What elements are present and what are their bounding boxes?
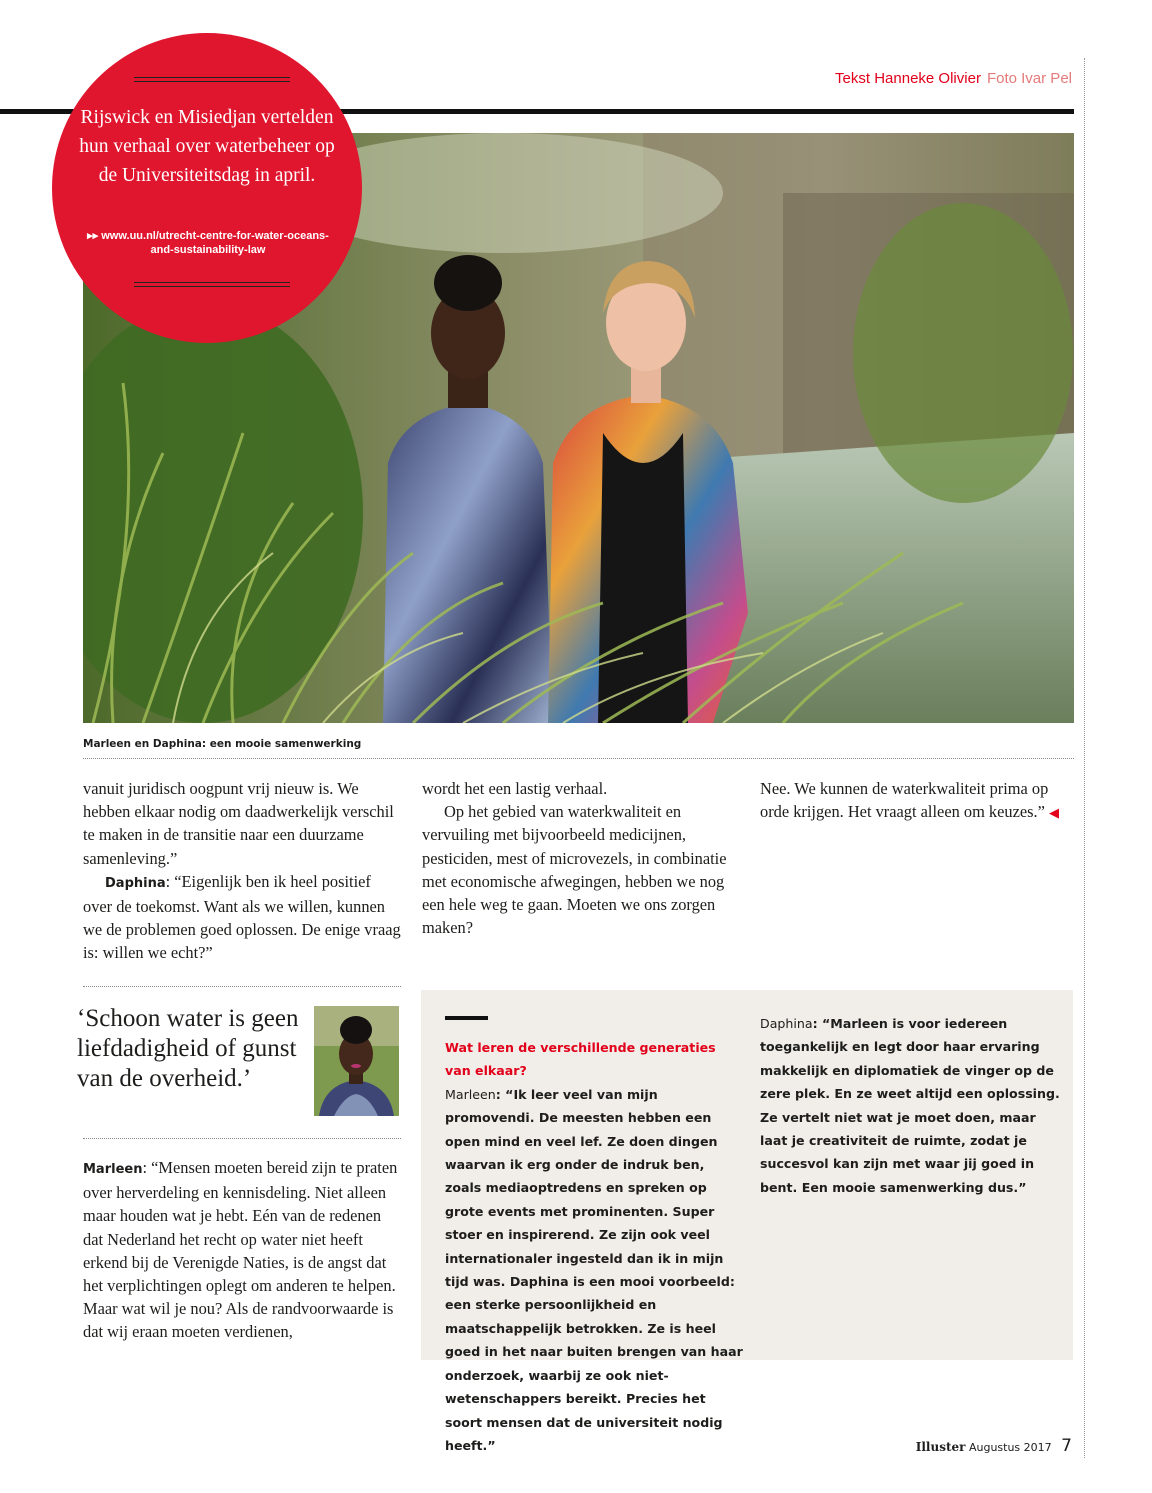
column2-paragraph-2: Op het gebied van waterkwaliteit en vervuiling met bijvoorbeeld medicijnen, pesticiden, mest of microvezels, in combinatie met economische afwegingen, hebben we nog een hele weg te gaan. Moeten we ons zorgen maken? — [422, 802, 727, 938]
body-column-4 — [83, 1156, 401, 1344]
page-footer — [916, 1436, 1072, 1456]
sidebar-dash — [445, 1016, 488, 1020]
portrait-daphina — [314, 1006, 399, 1116]
pull-quote: ‘Schoon water is geen liefdadigheid of gunst van de overheid.’ — [77, 1005, 299, 1092]
sidebar-daphina-name: Daphina — [760, 1016, 813, 1031]
callout-quote: Rijswick en Misiedjan vertelden hun verhaal over waterbeheer op de Universiteitsdag in april. — [79, 107, 335, 186]
column1-paragraph-2 — [83, 870, 401, 965]
sidebar-daphina-text: : “Marleen is voor iedereen toegankelijk en legt door haar ervaring makkelijk en diplomatiek de vinger op de zere plek. En ze weet altijd een oplossing. Ze vertelt niet wat je moet doen, maar laat je creativiteit de ruimte, zodat je succesvol kan zijn met waar jij goed in bent. Een mooie samenwerking dus.” — [760, 1016, 1060, 1195]
issue-date: Augustus 2017 — [968, 1441, 1052, 1454]
sidebar-question: Wat leren de verschillende generaties van elkaar? — [445, 1040, 716, 1079]
column4-paragraph-1 — [83, 1156, 401, 1344]
column1-quote: : “Eigenlijk ben ik heel positief over de toekomst. Want als we willen, kunnen we de problemen goed oplossen. De enige vraag is: willen we echt?” — [83, 871, 401, 963]
callout-top-rule — [134, 77, 290, 82]
sidebar-column-2 — [760, 1012, 1060, 1199]
magazine-name: Illuster — [915, 1440, 966, 1454]
body-column-1 — [83, 777, 401, 965]
photo-credit: Foto Ivar Pel — [986, 70, 1072, 87]
callout-bottom-rule — [134, 282, 290, 287]
column1-paragraph-1: vanuit juridisch oogpunt vrij nieuw is. We hebben elkaar nodig om daadwerkelijk verschil te maken in de transitie naar een duurzame samenleving.” — [83, 779, 394, 868]
portrait-illustration — [314, 1006, 399, 1116]
column4-quote: : “Mensen moeten bereid zijn te praten over herverdeling en kennisdeling. Niet alleen maar houden wat je hebt. Eén van de redenen dat Nederland het recht op water niet heeft erkend bij de Verenigde Naties, is de angst dat het verplichtingen oplegt om anderen te helpen. Maar wat wil je nou? Als de randvoorwaarde is dat wij eraan moeten verdienen, — [83, 1158, 398, 1342]
sidebar-marleen-answer — [445, 1083, 745, 1458]
pull-quote-top-rule — [83, 986, 401, 987]
sidebar-marleen-name: Marleen — [445, 1086, 496, 1102]
end-mark-icon: ◀ — [1049, 805, 1060, 821]
caption-rule — [83, 758, 1074, 759]
text-credit: Tekst Hanneke Olivier — [835, 70, 981, 87]
sidebar-column-1 — [445, 1036, 745, 1457]
column3-text: Nee. We kunnen de waterkwaliteit prima op orde krijgen. Het vraagt alleen om keuzes.” — [760, 779, 1049, 822]
callout-circle — [52, 33, 362, 343]
body-column-3 — [760, 777, 1072, 824]
body-column-2 — [422, 777, 740, 939]
page-number: 7 — [1061, 1436, 1072, 1456]
sidebar-marleen-text: : “Ik leer veel van mijn promovendi. De meesten hebben een open mind en veel lef. Ze doen dingen waarvan ik erg onder de indruk ben, zoals mediaoptredens en spreken op grote events met prominenten. Super stoer en inspirerend. Ze zijn ook veel internationaler ingesteld dan ik in mijn tijd was. Daphina is een mooi voorbeeld: een sterke persoonlijkheid en maatschappelijk betrokken. Ze is heel goed in het naar buiten brengen van haar onderzoek, waarbij ze ook niet-wetenschappers bereikt. Precies het soort mensen dat de universiteit nodig heeft.” — [445, 1086, 743, 1453]
page-edge-rule — [1084, 58, 1085, 1458]
speaker-daphina: Daphina — [105, 875, 166, 891]
photo-caption: Marleen en Daphina: een mooie samenwerking — [83, 738, 362, 750]
article-credits — [835, 70, 1072, 87]
speaker-marleen: Marleen — [83, 1162, 143, 1177]
callout-link[interactable]: ▸▸ www.uu.nl/utrecht-centre-for-water-oceans-and-sustainability-law — [87, 230, 329, 256]
column2-paragraph-1: wordt het een lastig verhaal. — [422, 779, 608, 798]
pull-quote-bottom-rule — [83, 1138, 401, 1139]
sidebar-daphina-answer — [760, 1012, 1060, 1199]
column3-paragraph-1 — [760, 777, 1072, 824]
